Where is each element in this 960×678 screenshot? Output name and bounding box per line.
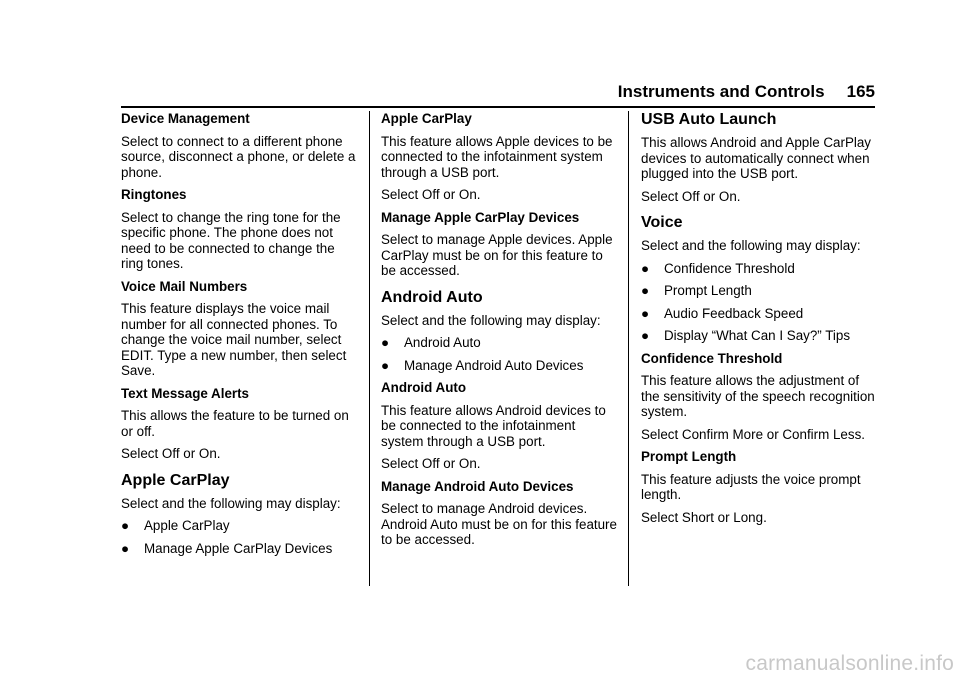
voice-mail-heading: Voice Mail Numbers [121, 278, 248, 294]
bullet-icon: ● [121, 518, 130, 533]
bullet-icon: ● [121, 540, 130, 556]
list-item: ● Display “What Can I Say?” Tips [641, 328, 851, 343]
android-auto-heading: Android Auto [381, 380, 467, 395]
android-auto-list [381, 335, 619, 373]
manage-apple-text: Select to manage Apple devices. Apple CarPlay must be on for this feature to be accessed. [381, 232, 613, 278]
text-alerts-select: Select Off or On. [121, 446, 221, 461]
apple-carplay-select: Select Off or On. [381, 187, 481, 202]
manage-apple-heading: Manage Apple CarPlay Devices [381, 209, 580, 225]
bullet-icon: ● [641, 260, 650, 276]
prompt-length-heading: Prompt Length [641, 449, 737, 464]
watermark-link[interactable]: carmanualsonline.info [745, 652, 954, 675]
bullet-icon: ● [381, 335, 390, 350]
device-management-text: Select to connect to a different phone source, disconnect a phone, or delete a phone. [121, 133, 356, 180]
apple-carplay-intro: Select and the following may display: [121, 495, 341, 511]
usb-auto-launch-text: This allows Android and Apple CarPlay devices to automatically connect when plugged into the USB port. [641, 135, 872, 181]
prompt-length-text: This feature adjusts the voice prompt length. [641, 471, 861, 502]
usb-auto-launch-select: Select Off or On. [641, 188, 741, 204]
section-title: Instruments and Controls [617, 82, 825, 101]
text-alerts-heading: Text Message Alerts [121, 385, 250, 401]
apple-carplay-heading: Apple CarPlay [381, 111, 472, 126]
list-item: ● Manage Android Auto Devices [381, 357, 584, 373]
device-management-heading: Device Management [121, 111, 250, 126]
usb-auto-launch-title: USB Auto Launch [641, 111, 777, 128]
prompt-length-select: Select Short or Long. [641, 509, 767, 525]
ringtones-heading: Ringtones [121, 187, 187, 202]
bullet-icon: ● [641, 328, 650, 343]
column-1 [121, 111, 359, 563]
list-item: ● Confidence Threshold [641, 260, 795, 276]
apple-carplay-section-title: Apple CarPlay [121, 471, 230, 489]
android-auto-select: Select Off or On. [381, 456, 481, 471]
voice-section-title: Voice [641, 214, 683, 231]
page-header [0, 82, 875, 102]
list-item: ● Manage Apple CarPlay Devices [121, 540, 333, 556]
confidence-threshold-heading: Confidence Threshold [641, 350, 783, 366]
voice-list [641, 261, 875, 344]
bullet-icon: ● [641, 305, 650, 321]
android-auto-text: This feature allows Android devices to be connected to the infotainment system through a USB port. [381, 402, 606, 449]
column-divider [628, 111, 629, 586]
apple-carplay-text: This feature allows Apple devices to be connected to the infotainment system through a USB port. [381, 133, 613, 180]
column-3 [641, 111, 875, 532]
ringtones-text: Select to change the ring tone for the specific phone. The phone does not need to be connected to change the ring tones. [121, 209, 341, 271]
confidence-threshold-select: Select Confirm More or Confirm Less. [641, 426, 865, 442]
text-alerts-text: This allows the feature to be turned on or off. [121, 408, 349, 439]
manage-android-heading: Manage Android Auto Devices [381, 478, 574, 494]
column-divider [369, 111, 370, 586]
android-auto-intro: Select and the following may display: [381, 312, 601, 328]
manage-android-text: Select to manage Android devices. Android Auto must be on for this feature to be accessed. [381, 501, 617, 547]
confidence-threshold-text: This feature allows the adjustment of the sensitivity of the speech recognition system. [641, 373, 875, 419]
bullet-icon: ● [641, 283, 650, 298]
list-item: ● Audio Feedback Speed [641, 305, 804, 321]
page-number: 165 [846, 82, 875, 101]
voice-mail-text: This feature displays the voice mail number for all connected phones. To change the voice mail number, select EDIT. Type a new number, then select Save. [121, 301, 347, 378]
bullet-icon: ● [381, 357, 390, 373]
voice-intro: Select and the following may display: [641, 238, 861, 253]
column-2 [381, 111, 619, 555]
list-item: ● Android Auto [381, 335, 481, 350]
list-item: ● Prompt Length [641, 283, 752, 298]
apple-carplay-list [121, 518, 359, 556]
header-rule [121, 106, 875, 108]
list-item: ● Apple CarPlay [121, 518, 230, 533]
android-auto-section-title: Android Auto [381, 288, 483, 306]
